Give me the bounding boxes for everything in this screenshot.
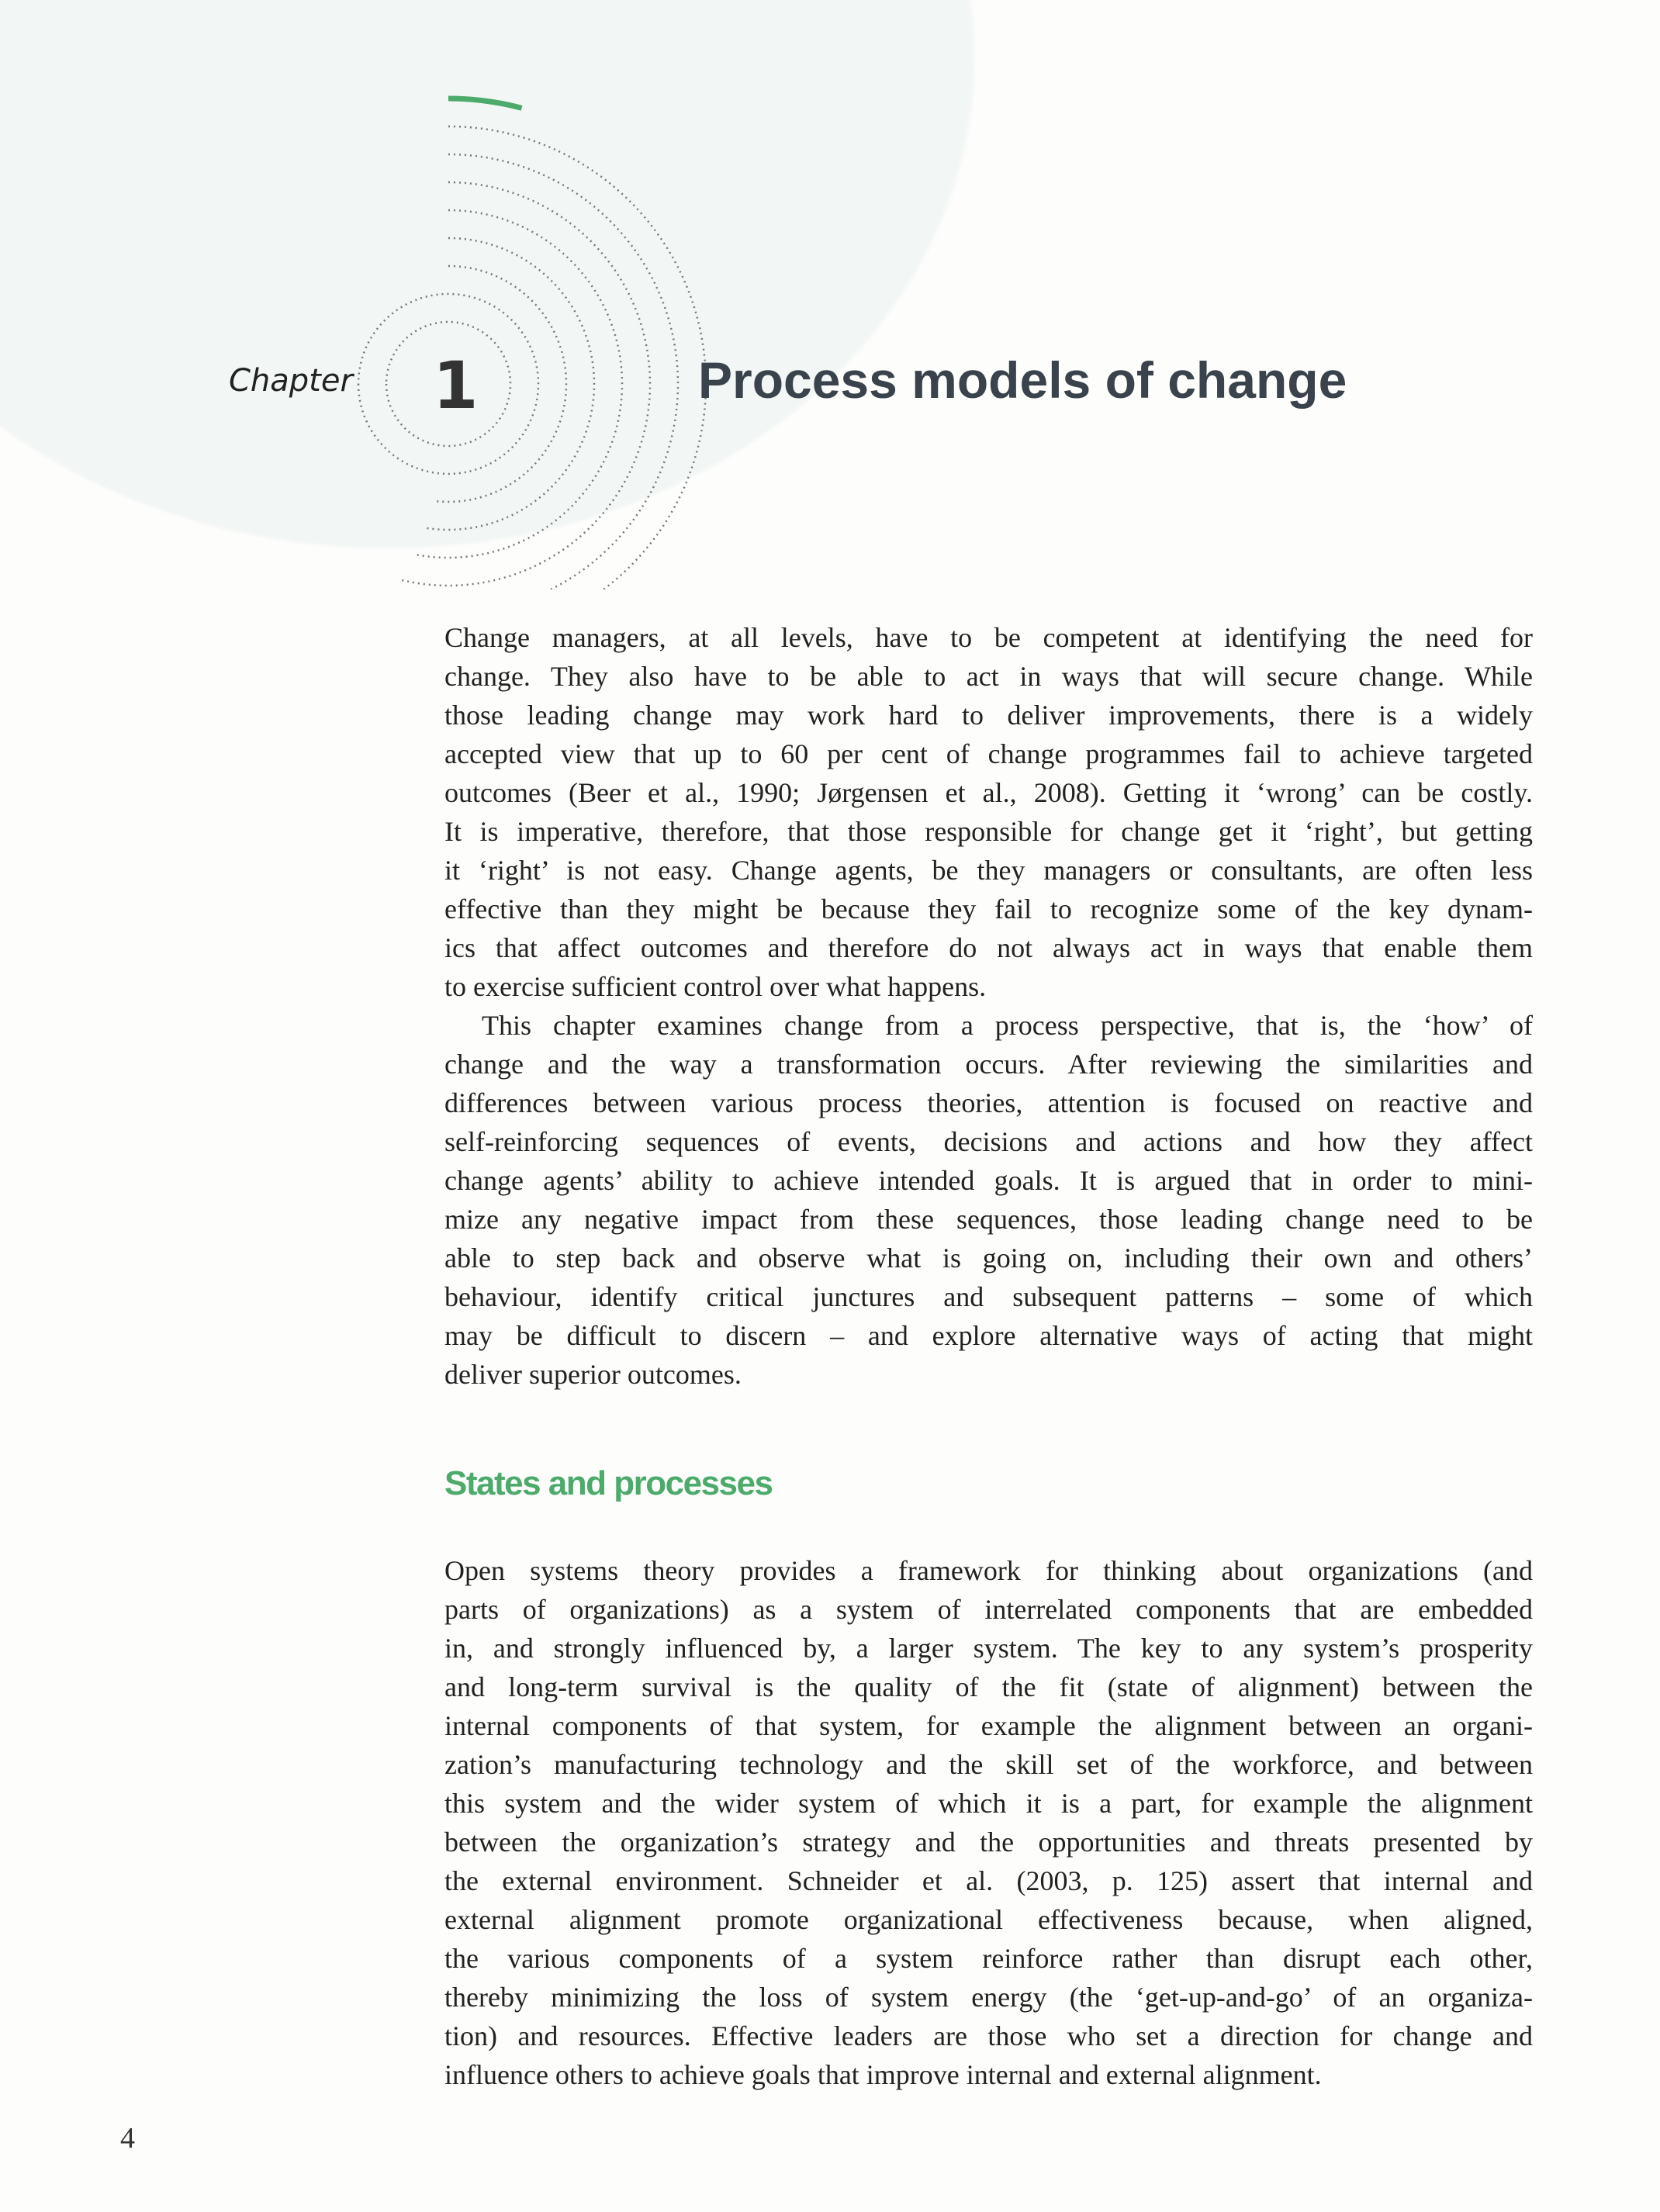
text-line: those leading change may work hard to deliver improvements, there is a widely xyxy=(444,700,1533,731)
text-line: Open systems theory provides a framework for thinking about organizations (and xyxy=(444,1555,1533,1586)
text-line: change and the way a transformation occurs. After reviewing the similarities and xyxy=(444,1049,1533,1080)
text-line: the external environment. Schneider et al. (2003, p. 125) assert that internal and xyxy=(444,1865,1533,1896)
chapter-label: Chapter xyxy=(229,363,353,399)
text-line: internal components of that system, for example the alignment between an organi- xyxy=(444,1710,1533,1741)
dotted-ring xyxy=(381,154,678,589)
text-line: parts of organizations) as a system of interrelated components that are embedded xyxy=(444,1594,1533,1625)
text-line: change. They also have to be able to act in ways that will secure change. While xyxy=(444,661,1533,692)
text-line: effective than they might be because they fail to recognize some of the key dynam- xyxy=(444,893,1533,925)
text-line: between the organization’s strategy and the opportunities and threats presented by xyxy=(444,1827,1533,1858)
text-line: in, and strongly influenced by, a larger system. The key to any system’s prosperity xyxy=(444,1633,1533,1664)
text-line: self-reinforcing sequences of events, decisions and actions and how they affect xyxy=(444,1126,1533,1157)
text-line: mize any negative impact from these sequences, those leading change need to be xyxy=(444,1204,1533,1235)
text-line: deliver superior outcomes. xyxy=(444,1359,742,1390)
text-line: accepted view that up to 60 per cent of change programmes fail to achieve targeted xyxy=(444,738,1533,769)
text-line: to exercise sufficient control over what happens. xyxy=(444,971,987,1002)
text-line: influence others to achieve goals that improve internal and external alignment. xyxy=(444,2059,1322,2090)
text-line: behaviour, identify critical junctures and subsequent patterns – some of which xyxy=(444,1281,1533,1312)
text-line: This chapter examines change from a process perspective, that is, the ‘how’ of xyxy=(482,1010,1533,1041)
green-accent-arc xyxy=(448,99,522,108)
page-number: 4 xyxy=(120,2122,135,2155)
text-line: zation’s manufacturing technology and the skill set of the workforce, and between xyxy=(444,1749,1533,1780)
text-line: outcomes (Beer et al., 1990; Jørgensen et al., 2008). Getting it ‘wrong’ can be costly. xyxy=(444,777,1533,808)
text-line: tion) and resources. Effective leaders are those who set a direction for change and xyxy=(444,2020,1533,2051)
paragraph-1 xyxy=(444,618,1533,1006)
text-line: it ‘right’ is not easy. Change agents, be they managers or consultants, are often less xyxy=(444,855,1533,886)
text-line: change agents’ ability to achieve intended goals. It is argued that in order to mini- xyxy=(444,1165,1533,1196)
dotted-ring xyxy=(360,126,706,589)
text-line: and long-term survival is the quality of the fit (state of alignment) between the xyxy=(444,1671,1533,1702)
text-line: external alignment promote organizational effectiveness because, when aligned, xyxy=(444,1904,1533,1935)
text-line: ics that affect outcomes and therefore do not always act in ways that enable them xyxy=(444,932,1533,963)
text-line: may be difficult to discern – and explore alternative ways of acting that might xyxy=(444,1320,1533,1351)
text-line: thereby minimizing the loss of system energy (the ‘get-up-and-go’ of an organiza- xyxy=(444,1982,1533,2013)
text-line: this system and the wider system of which it is a part, for example the alignment xyxy=(444,1788,1533,1819)
text-line: the various components of a system reinforce rather than disrupt each other, xyxy=(444,1943,1533,1974)
paragraph-2 xyxy=(444,1006,1533,1394)
chapter-number: 1 xyxy=(433,347,479,423)
text-line: able to step back and observe what is going on, including their own and others’ xyxy=(444,1243,1533,1274)
text-line: Change managers, at all levels, have to be competent at identifying the need for xyxy=(444,622,1533,653)
chapter-title: Process models of change xyxy=(698,351,1347,409)
chapter-rings-graphic xyxy=(0,0,776,589)
section-heading: States and processes xyxy=(444,1464,773,1502)
paragraph-3 xyxy=(444,1551,1533,2094)
text-line: It is imperative, therefore, that those responsible for change get it ‘right’, but getting xyxy=(444,816,1533,847)
text-line: differences between various process theories, attention is focused on reactive and xyxy=(444,1087,1533,1118)
